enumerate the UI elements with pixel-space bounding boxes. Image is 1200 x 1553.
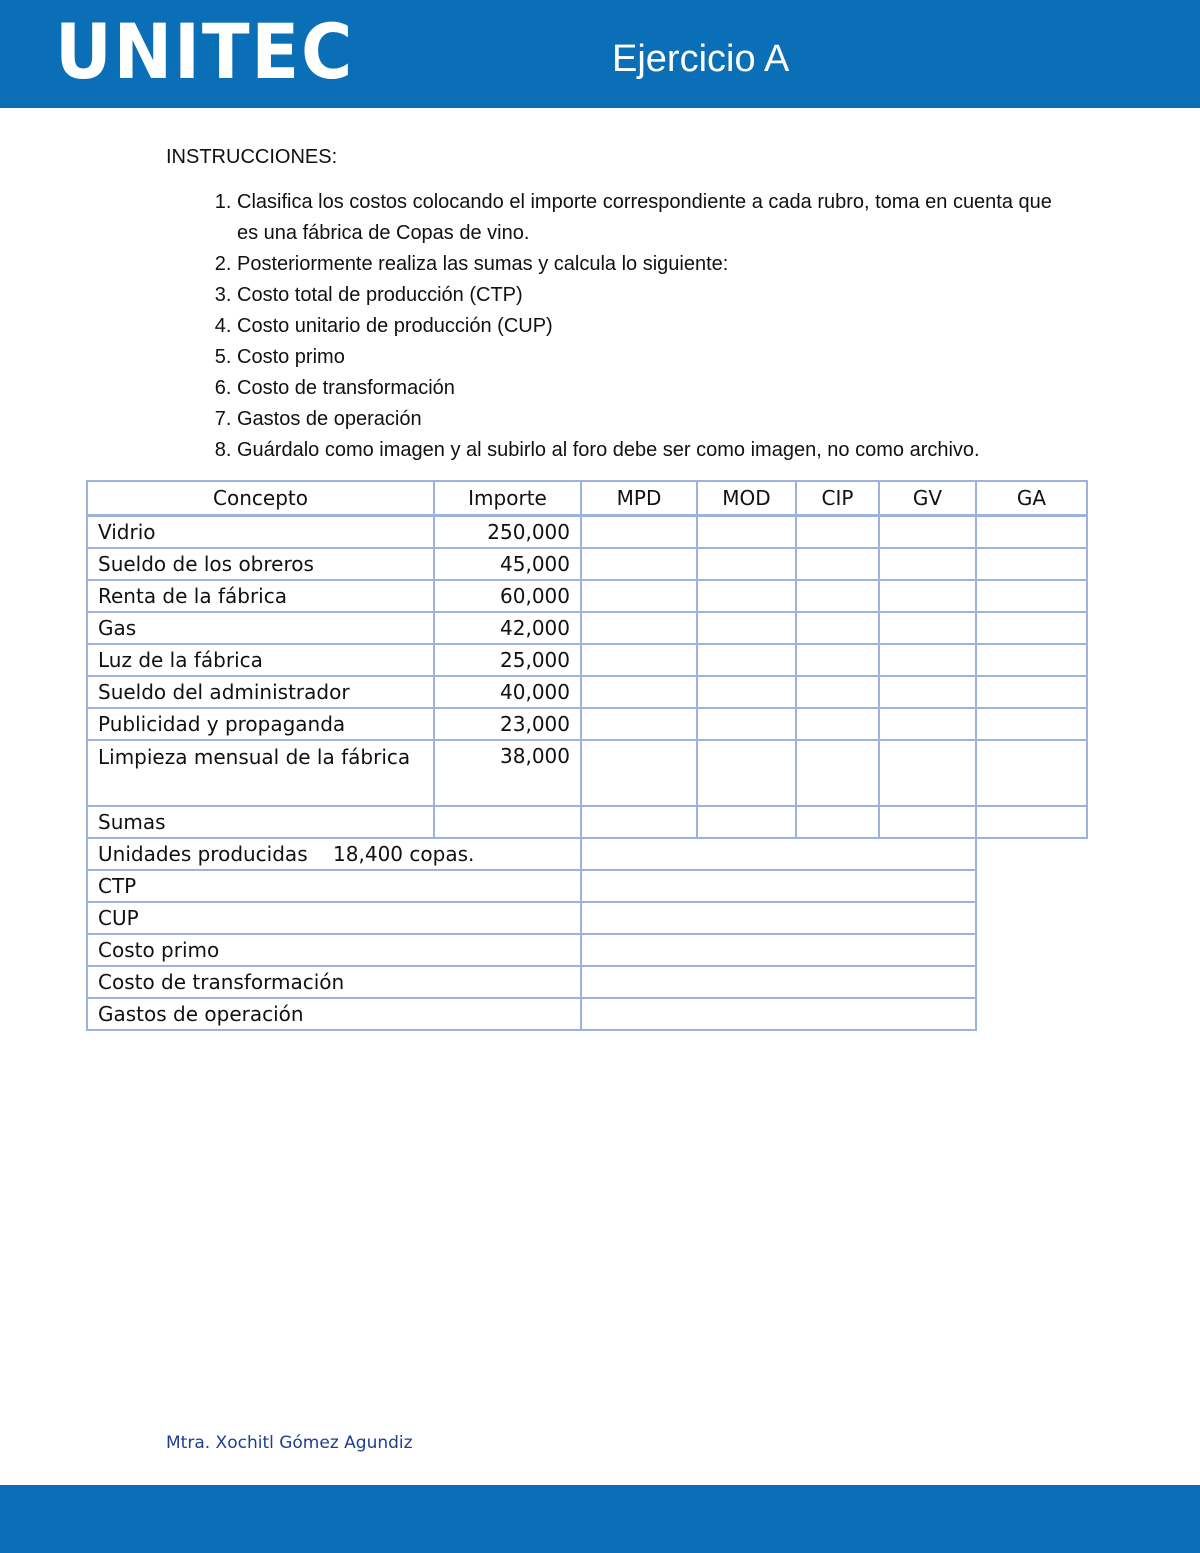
empty-cell bbox=[976, 676, 1087, 708]
empty-cell bbox=[697, 644, 796, 676]
result-label: CTP bbox=[87, 870, 581, 902]
empty-cell bbox=[879, 740, 976, 806]
amount-cell: 25,000 bbox=[434, 644, 581, 676]
table-row bbox=[87, 580, 1087, 612]
empty-cell bbox=[581, 612, 697, 644]
instruction-item: 2. Posteriormente realiza las sumas y calcula lo siguiente: bbox=[237, 249, 1066, 280]
result-row bbox=[87, 934, 1087, 966]
result-label: Costo primo bbox=[87, 934, 581, 966]
blank-cell bbox=[976, 870, 1087, 902]
result-label: CUP bbox=[87, 902, 581, 934]
empty-cell bbox=[581, 902, 976, 934]
instruction-item: 4. Costo unitario de producción (CUP) bbox=[237, 311, 1066, 342]
empty-cell bbox=[581, 740, 697, 806]
empty-cell bbox=[976, 580, 1087, 612]
blank-cell bbox=[976, 998, 1087, 1030]
table-row bbox=[87, 516, 1087, 549]
instruction-item: 5. Costo primo bbox=[237, 342, 1066, 373]
empty-cell bbox=[697, 806, 796, 838]
empty-cell bbox=[581, 516, 697, 549]
amount-cell: 250,000 bbox=[434, 516, 581, 549]
empty-cell bbox=[879, 580, 976, 612]
sums-row bbox=[87, 806, 1087, 838]
empty-cell bbox=[796, 548, 879, 580]
empty-cell bbox=[697, 516, 796, 549]
concept-cell: Limpieza mensual de la fábrica bbox=[87, 740, 434, 806]
empty-cell bbox=[697, 708, 796, 740]
empty-cell bbox=[879, 676, 976, 708]
instruction-item: 7. Gastos de operación bbox=[237, 404, 1066, 435]
amount-cell: 60,000 bbox=[434, 580, 581, 612]
empty-cell bbox=[581, 580, 697, 612]
sums-label: Sumas bbox=[87, 806, 434, 838]
empty-cell bbox=[581, 934, 976, 966]
empty-cell bbox=[581, 998, 976, 1030]
header-bar bbox=[0, 0, 1200, 108]
header-mod: MOD bbox=[697, 481, 796, 516]
empty-cell bbox=[796, 676, 879, 708]
table-row bbox=[87, 708, 1087, 740]
instructions bbox=[166, 142, 1066, 466]
empty-cell bbox=[796, 516, 879, 549]
result-row bbox=[87, 902, 1087, 934]
concept-cell: Sueldo del administrador bbox=[87, 676, 434, 708]
empty-cell bbox=[796, 644, 879, 676]
header-cip: CIP bbox=[796, 481, 879, 516]
empty-cell bbox=[796, 806, 879, 838]
units-row bbox=[87, 838, 1087, 870]
empty-cell bbox=[697, 580, 796, 612]
empty-cell bbox=[796, 740, 879, 806]
empty-cell bbox=[581, 966, 976, 998]
concept-cell: Publicidad y propaganda bbox=[87, 708, 434, 740]
result-label: Costo de transformación bbox=[87, 966, 581, 998]
result-label: Gastos de operación bbox=[87, 998, 581, 1030]
units-label: Unidades producidas bbox=[98, 842, 308, 866]
empty-cell bbox=[581, 676, 697, 708]
result-row bbox=[87, 998, 1087, 1030]
empty-cell bbox=[976, 708, 1087, 740]
instruction-item: 1. Clasifica los costos colocando el importe correspondiente a cada rubro, toma en cuenta que es una fábrica de Copas de vino. bbox=[237, 187, 1066, 249]
empty-cell bbox=[976, 548, 1087, 580]
empty-cell bbox=[976, 806, 1087, 838]
instruction-item: 3. Costo total de producción (CTP) bbox=[237, 280, 1066, 311]
empty-cell bbox=[879, 612, 976, 644]
empty-cell bbox=[976, 516, 1087, 549]
header-importe: Importe bbox=[434, 481, 581, 516]
table-row bbox=[87, 644, 1087, 676]
header-mpd: MPD bbox=[581, 481, 697, 516]
table-row bbox=[87, 676, 1087, 708]
blank-cell bbox=[976, 934, 1087, 966]
blank-cell bbox=[976, 902, 1087, 934]
empty-cell bbox=[976, 740, 1087, 806]
amount-cell: 40,000 bbox=[434, 676, 581, 708]
table-row bbox=[87, 548, 1087, 580]
blank-cell bbox=[976, 838, 1087, 870]
table-row bbox=[87, 612, 1087, 644]
cost-classification-table bbox=[86, 480, 1088, 1031]
empty-cell bbox=[697, 740, 796, 806]
amount-cell: 42,000 bbox=[434, 612, 581, 644]
empty-cell bbox=[581, 548, 697, 580]
empty-cell bbox=[796, 580, 879, 612]
concept-cell: Renta de la fábrica bbox=[87, 580, 434, 612]
instructions-heading: INSTRUCCIONES: bbox=[166, 146, 338, 168]
empty-cell bbox=[581, 806, 697, 838]
result-row bbox=[87, 966, 1087, 998]
instructions-list bbox=[166, 187, 1066, 466]
header-gv: GV bbox=[879, 481, 976, 516]
empty-cell bbox=[796, 708, 879, 740]
empty-cell bbox=[581, 708, 697, 740]
units-value: 18,400 copas. bbox=[333, 842, 475, 866]
header-ga: GA bbox=[976, 481, 1087, 516]
empty-cell bbox=[976, 644, 1087, 676]
empty-cell bbox=[581, 870, 976, 902]
unitec-logo: UNITEC bbox=[55, 7, 355, 96]
table-header-row bbox=[87, 481, 1087, 516]
empty-cell bbox=[879, 708, 976, 740]
amount-cell: 23,000 bbox=[434, 708, 581, 740]
instruction-item: 6. Costo de transformación bbox=[237, 373, 1066, 404]
empty-cell bbox=[879, 516, 976, 549]
concept-cell: Vidrio bbox=[87, 516, 434, 549]
empty-cell bbox=[976, 612, 1087, 644]
empty-cell bbox=[697, 612, 796, 644]
units-cell bbox=[87, 838, 581, 870]
result-row bbox=[87, 870, 1087, 902]
footer-bar bbox=[0, 1485, 1200, 1553]
empty-cell bbox=[879, 806, 976, 838]
amount-cell: 45,000 bbox=[434, 548, 581, 580]
blank-cell bbox=[976, 966, 1087, 998]
empty-cell bbox=[697, 548, 796, 580]
empty-cell bbox=[796, 612, 879, 644]
amount-cell: 38,000 bbox=[434, 740, 581, 806]
header-concepto: Concepto bbox=[87, 481, 434, 516]
concept-cell: Sueldo de los obreros bbox=[87, 548, 434, 580]
empty-cell bbox=[879, 548, 976, 580]
author-name: Mtra. Xochitl Gómez Agundiz bbox=[166, 1433, 413, 1453]
empty-cell bbox=[879, 644, 976, 676]
page-title: Ejercicio A bbox=[612, 38, 790, 80]
concept-cell: Luz de la fábrica bbox=[87, 644, 434, 676]
empty-cell bbox=[581, 838, 976, 870]
empty-cell bbox=[434, 806, 581, 838]
instruction-item: 8. Guárdalo como imagen y al subirlo al foro debe ser como imagen, no como archivo. bbox=[237, 435, 1066, 466]
table-row bbox=[87, 740, 1087, 806]
concept-cell: Gas bbox=[87, 612, 434, 644]
empty-cell bbox=[697, 676, 796, 708]
empty-cell bbox=[581, 644, 697, 676]
